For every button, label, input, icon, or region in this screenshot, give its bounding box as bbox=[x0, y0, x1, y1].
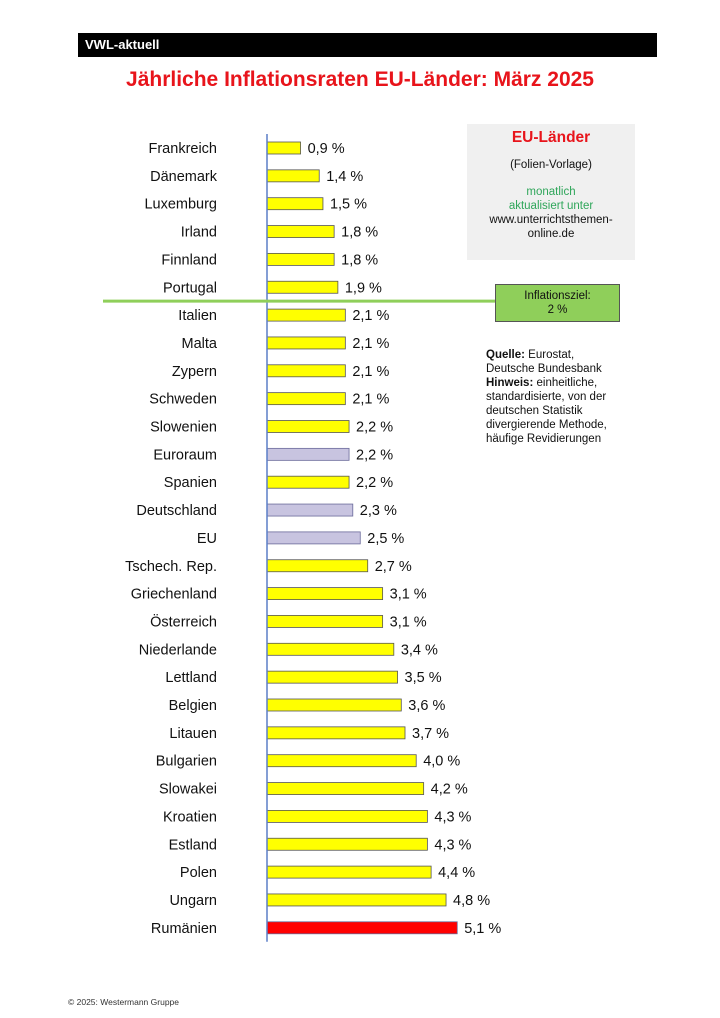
value-label: 2,1 % bbox=[352, 335, 390, 352]
footer-copyright: © 2025: Westermann Gruppe bbox=[68, 997, 179, 1007]
bar bbox=[267, 421, 349, 433]
value-label: 1,8 % bbox=[341, 224, 379, 241]
bar bbox=[267, 309, 345, 321]
category-label: Estland bbox=[168, 837, 217, 854]
category-label: Slowakei bbox=[158, 781, 217, 798]
bar bbox=[267, 671, 398, 683]
bar bbox=[267, 810, 427, 822]
bar bbox=[267, 727, 405, 739]
value-label: 2,2 % bbox=[356, 475, 394, 492]
info-box-update-line1: monatlich bbox=[526, 186, 576, 198]
value-label: 2,1 % bbox=[352, 308, 390, 325]
value-label: 2,2 % bbox=[356, 419, 394, 436]
value-label: 1,5 % bbox=[329, 196, 368, 213]
category-label: Portugal bbox=[162, 280, 217, 297]
category-label: Griechenland bbox=[130, 586, 217, 603]
value-label: 4,3 % bbox=[434, 837, 472, 854]
value-label: 4,0 % bbox=[423, 753, 461, 770]
category-label: Polen bbox=[179, 865, 217, 882]
info-box-url-line2: online.de bbox=[527, 228, 575, 240]
bar bbox=[267, 643, 394, 655]
note-text4: divergierende Methode, bbox=[486, 419, 607, 431]
target-box-line2: 2 % bbox=[547, 304, 568, 316]
bar bbox=[267, 393, 345, 405]
category-label: Rumänien bbox=[150, 920, 217, 937]
category-label: Frankreich bbox=[148, 141, 217, 157]
target-box-line1: Inflationsziel: bbox=[524, 290, 591, 302]
category-label: Slowenien bbox=[150, 419, 217, 436]
value-label: 2,1 % bbox=[352, 391, 390, 408]
category-label: Finnland bbox=[161, 252, 217, 269]
category-label: Niederlande bbox=[138, 642, 217, 659]
value-label: 0,9 % bbox=[307, 141, 345, 157]
category-label: Malta bbox=[181, 335, 217, 352]
category-label: Deutschland bbox=[136, 503, 217, 520]
category-label: Luxemburg bbox=[144, 196, 217, 213]
value-label: 2,3 % bbox=[359, 503, 397, 520]
value-label: 3,6 % bbox=[408, 698, 446, 714]
category-label: Zypern bbox=[171, 363, 217, 380]
note-text2: standardisierte, von der bbox=[486, 391, 607, 403]
value-label: 3,4 % bbox=[400, 642, 438, 659]
category-label: Litauen bbox=[169, 725, 217, 742]
info-box-url-line1: www.unterrichtsthemen- bbox=[489, 214, 613, 226]
source-note bbox=[486, 348, 646, 446]
bar bbox=[267, 588, 383, 600]
bar bbox=[267, 783, 424, 795]
category-label: Schweden bbox=[149, 391, 217, 408]
value-label: 4,8 % bbox=[453, 892, 491, 909]
bar bbox=[267, 226, 334, 238]
value-label: 3,5 % bbox=[404, 670, 442, 687]
info-box bbox=[467, 124, 635, 260]
bar bbox=[267, 615, 383, 627]
category-label: Spanien bbox=[163, 475, 217, 492]
value-label: 2,5 % bbox=[367, 530, 405, 547]
bar bbox=[267, 281, 338, 293]
category-label: Kroatien bbox=[162, 809, 217, 826]
category-label: EU bbox=[196, 530, 217, 547]
bar bbox=[267, 253, 334, 265]
category-label: Tschech. Rep. bbox=[125, 558, 217, 575]
bar bbox=[267, 337, 345, 349]
value-label: 5,1 % bbox=[464, 920, 502, 937]
info-box-title: EU-Länder bbox=[511, 129, 591, 146]
bar bbox=[267, 365, 345, 377]
bar bbox=[267, 699, 401, 711]
note-text3: deutschen Statistik bbox=[486, 405, 583, 417]
category-label: Belgien bbox=[168, 698, 217, 714]
value-label: 4,2 % bbox=[430, 781, 468, 798]
info-box-subtitle: (Folien-Vorlage) bbox=[510, 159, 592, 171]
page-title: Jährliche Inflationsraten EU-Länder: März 2025 bbox=[126, 68, 594, 91]
bar bbox=[267, 142, 301, 154]
category-label: Dänemark bbox=[150, 168, 217, 185]
value-label: 1,9 % bbox=[344, 280, 382, 297]
source-text: Eurostat, bbox=[524, 349, 575, 361]
category-label: Lettland bbox=[165, 670, 217, 687]
value-label: 4,4 % bbox=[438, 865, 476, 882]
category-label: Irland bbox=[180, 224, 217, 241]
value-label: 3,7 % bbox=[412, 725, 450, 742]
category-label: Italien bbox=[178, 308, 217, 325]
category-label: Bulgarien bbox=[155, 753, 217, 770]
bar bbox=[267, 448, 349, 460]
category-label: Österreich bbox=[150, 614, 217, 631]
value-label: 4,3 % bbox=[434, 809, 472, 826]
bar bbox=[267, 755, 416, 767]
bar bbox=[267, 504, 353, 516]
value-label: 3,1 % bbox=[389, 586, 427, 603]
value-label: 2,1 % bbox=[352, 363, 390, 380]
value-label: 2,7 % bbox=[374, 558, 412, 575]
value-label: 1,8 % bbox=[341, 252, 379, 269]
value-label: 3,1 % bbox=[389, 614, 427, 631]
bar bbox=[267, 922, 457, 934]
note-label: Hinweis: bbox=[486, 377, 534, 389]
bar bbox=[267, 198, 323, 210]
bar bbox=[267, 476, 349, 488]
bar bbox=[267, 866, 431, 878]
bar bbox=[267, 560, 368, 572]
header-label: VWL-aktuell bbox=[85, 37, 160, 52]
bar bbox=[267, 838, 427, 850]
value-label: 1,4 % bbox=[326, 168, 364, 185]
note-text: einheitliche, bbox=[533, 377, 598, 389]
bar bbox=[267, 170, 319, 182]
category-label: Euroraum bbox=[153, 447, 217, 464]
bar bbox=[267, 894, 446, 906]
source-label: Quelle: bbox=[486, 349, 525, 361]
inflation-target-box bbox=[495, 284, 620, 322]
source-text2: Deutsche Bundesbank bbox=[486, 363, 602, 375]
note-text5: häufige Revidierungen bbox=[486, 433, 602, 445]
value-label: 2,2 % bbox=[356, 447, 394, 464]
category-label: Ungarn bbox=[169, 892, 217, 909]
info-box-update-line2: aktualisiert unter bbox=[508, 200, 594, 212]
bar bbox=[267, 532, 360, 544]
